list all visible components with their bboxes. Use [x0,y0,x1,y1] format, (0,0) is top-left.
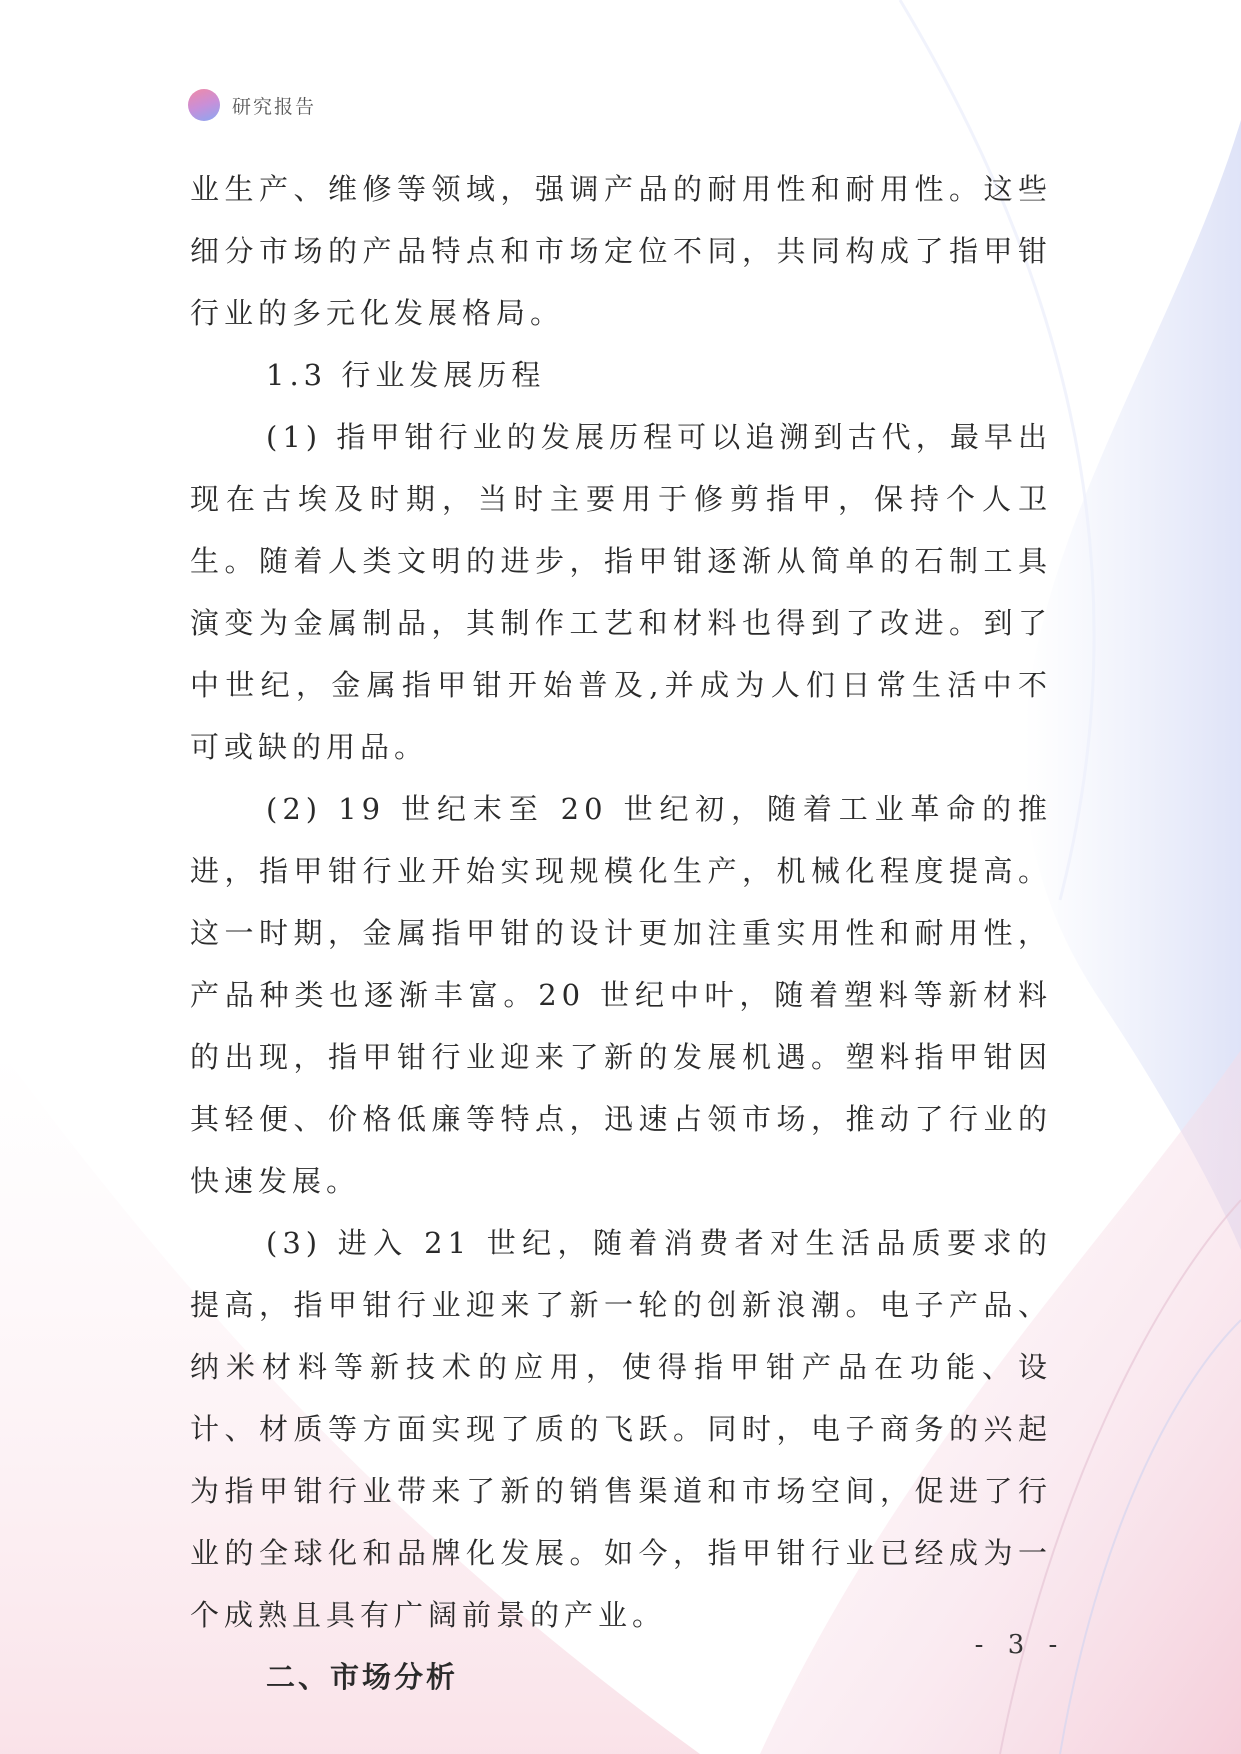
history-paragraph-3: (3) 进入 21 世纪，随着消费者对生活品质要求的提高，指甲钳行业迎来了新一轮的创新浪潮。电子产品、纳米材料等新技术的应用，使得指甲钳产品在功能、设计、材质等方面实现了质的飞跃。同时，电子商务的兴起为指甲钳行业带来了新的销售渠道和市场空间，促进了行业的全球化和品牌化发展。如今，指甲钳行业已经成为一个成熟且具有广阔前景的产业。 [190,1226,1052,1632]
intro-paragraph: 业生产、维修等领域，强调产品的耐用性和耐用性。这些细分市场的产品特点和市场定位不同，共同构成了指甲钳行业的多元化发展格局。 [190,172,1052,330]
document-body [190,158,1052,1708]
report-header [188,89,316,121]
chapter-heading: 二、市场分析 [266,1660,459,1694]
page-number: - 3 - [974,1630,1066,1660]
report-logo-icon [188,89,220,121]
header-title: 研究报告 [232,95,317,118]
history-paragraph-1: (1) 指甲钳行业的发展历程可以追溯到古代，最早出现在古埃及时期，当时主要用于修剪指甲，保持个人卫生。随着人类文明的进步，指甲钳逐渐从简单的石制工具演变为金属制品，其制作工艺和材料也得到了改进。到了中世纪，金属指甲钳开始普及,并成为人们日常生活中不可或缺的用品。 [190,420,1052,764]
section-heading: 1.3 行业发展历程 [266,358,546,392]
history-paragraph-2: (2) 19 世纪末至 20 世纪初，随着工业革命的推进，指甲钳行业开始实现规模化生产，机械化程度提高。这一时期，金属指甲钳的设计更加注重实用性和耐用性，产品种类也逐渐丰富。20 世纪中叶，随着塑料等新材料的出现，指甲钳行业迎来了新的发展机遇。塑料指甲钳因其轻便、价格低廉等特点，迅速占领市场，推动了行业的快速发展。 [190,792,1052,1198]
